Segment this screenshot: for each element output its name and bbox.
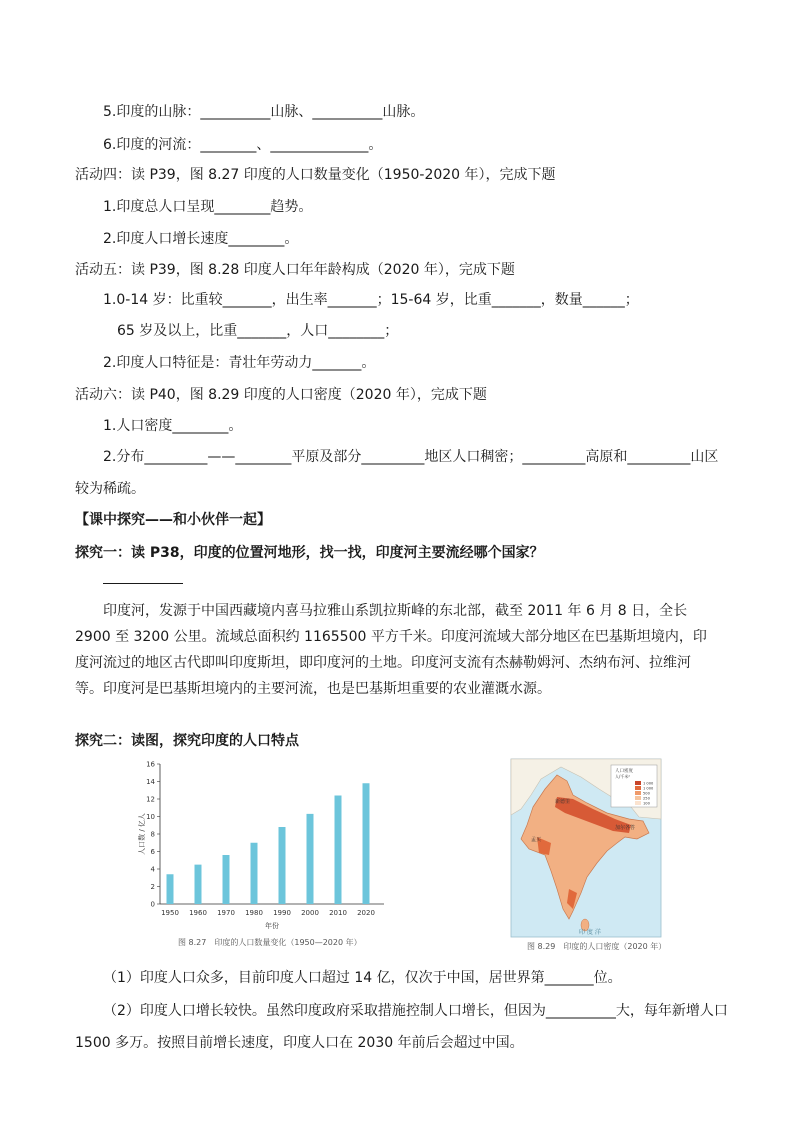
text-line: 65 岁及以上，比重_______，人口________；	[117, 323, 399, 339]
bar	[363, 783, 370, 904]
bar	[307, 814, 314, 904]
city-label: 加尔各答	[615, 825, 636, 831]
legend-value: 250	[643, 796, 650, 801]
text-line: 2.印度人口增长速度________。	[103, 231, 299, 247]
x-tick-label: 2020	[357, 909, 375, 917]
legend-title: 人口密度	[615, 769, 633, 774]
legend-swatch	[635, 801, 641, 805]
answer-line: （2）印度人口增长较快。虽然印度政府采取措施控制人口增长，但因为__________大，每年新增人口	[103, 1003, 728, 1019]
sea-label: 印 度 洋	[579, 929, 601, 936]
y-tick-label: 6	[150, 848, 155, 856]
y-tick-label: 8	[150, 830, 155, 839]
chart-caption: 图 8.27 印度的人口数量变化（1950—2020 年）	[178, 938, 362, 947]
bar	[223, 855, 230, 904]
population-density-map	[511, 759, 661, 937]
y-tick-label: 16	[146, 760, 155, 769]
y-tick-label: 10	[146, 813, 155, 821]
legend-value: 500	[643, 791, 650, 796]
bar	[167, 874, 174, 904]
x-tick-label: 2010	[329, 909, 347, 917]
activity-heading: 活动六：读 P40，图 8.29 印度的人口密度（2020 年），完成下题	[75, 387, 487, 403]
x-tick-label: 2000	[301, 909, 319, 917]
bar	[195, 865, 202, 904]
bar	[251, 843, 258, 904]
explore-two-heading: 探究二：读图，探究印度的人口特点	[75, 733, 299, 749]
legend-unit: 人/千米²	[615, 774, 630, 779]
y-tick-label: 4	[150, 865, 155, 874]
legend-swatch	[635, 796, 641, 800]
x-tick-label: 1970	[217, 909, 235, 917]
legend-value: 1 000	[643, 781, 654, 786]
population-bar-chart	[140, 752, 390, 934]
x-tick-label: 1950	[161, 909, 179, 917]
legend-value: 1 000	[643, 786, 654, 791]
activity-heading: 活动四：读 P39，图 8.27 印度的人口数量变化（1950-2020 年），完成下题	[75, 167, 556, 183]
answer-line: 1500 多万。按照目前增长速度，印度人口在 2030 年前后会超过中国。	[75, 1035, 524, 1051]
x-tick-label: 1960	[189, 909, 207, 917]
x-tick-label: 1990	[273, 909, 291, 917]
activity-heading: 活动五：读 P39，图 8.28 印度人口年年龄构成（2020 年），完成下题	[75, 262, 515, 278]
bar	[279, 827, 286, 904]
legend-swatch	[635, 786, 641, 790]
text-line: 1.0-14 岁：比重较_______，出生率_______；15-64 岁，比重_______，数量______；	[103, 292, 639, 308]
y-tick-label: 14	[146, 778, 155, 786]
city-label: 孟买	[531, 837, 542, 843]
text-line: 1.人口密度________。	[103, 418, 243, 434]
text-line: 5.印度的山脉：__________山脉、__________山脉。	[103, 104, 425, 120]
section-heading: 【课中探究——和小伙伴一起】	[75, 512, 271, 528]
indus-paragraph: 印度河，发源于中国西藏境内喜马拉雅山系凯拉斯峰的东北部，截至 2011 年 6 月 8 日，全长 2900 至 3200 公里。流域总面积约 1165500 平方千米。印度河流域大部分地区在巴基斯坦境内，印度河流过的地区古代即叫印度斯坦，即印度河的土地。印度河支流有杰赫勒姆河、杰纳布河、拉维河等。印度河是巴基斯坦境内的主要河流，也是巴基斯坦重要的农业灌溉水源。	[75, 603, 707, 697]
y-tick-label: 2	[150, 883, 155, 891]
legend-swatch	[635, 781, 641, 785]
text-line: 较为稀疏。	[75, 481, 145, 497]
y-tick-label: 0	[150, 900, 155, 909]
x-tick-label: 1980	[245, 909, 263, 917]
x-axis-label: 年份	[265, 922, 279, 930]
text-line: 2.印度人口特征是：青壮年劳动力_______。	[103, 355, 376, 371]
answer-blank	[103, 583, 183, 584]
city-label: 新德里	[555, 799, 571, 805]
y-axis-label: 人口数 / 亿人	[138, 813, 146, 855]
explore-one-heading: 探究一：读 P38，印度的位置河地形，找一找，印度河主要流经哪个国家？	[75, 545, 544, 561]
map-legend	[611, 765, 657, 807]
bar	[335, 796, 342, 905]
legend-swatch	[635, 791, 641, 795]
answer-line: （1）印度人口众多，目前印度人口超过 14 亿，仅次于中国，居世界第_______位。	[103, 970, 622, 986]
legend-value: 100	[643, 801, 650, 806]
text-line: 6.印度的河流：________、______________。	[103, 137, 383, 153]
text-line: 1.印度总人口呈现________趋势。	[103, 199, 313, 215]
map-caption: 图 8.29 印度的人口密度（2020 年）	[527, 942, 667, 951]
text-line: 2.分布_________——________平原及部分_________地区人口稠密；_________高原和_________山区	[103, 449, 719, 465]
y-tick-label: 12	[146, 795, 155, 804]
